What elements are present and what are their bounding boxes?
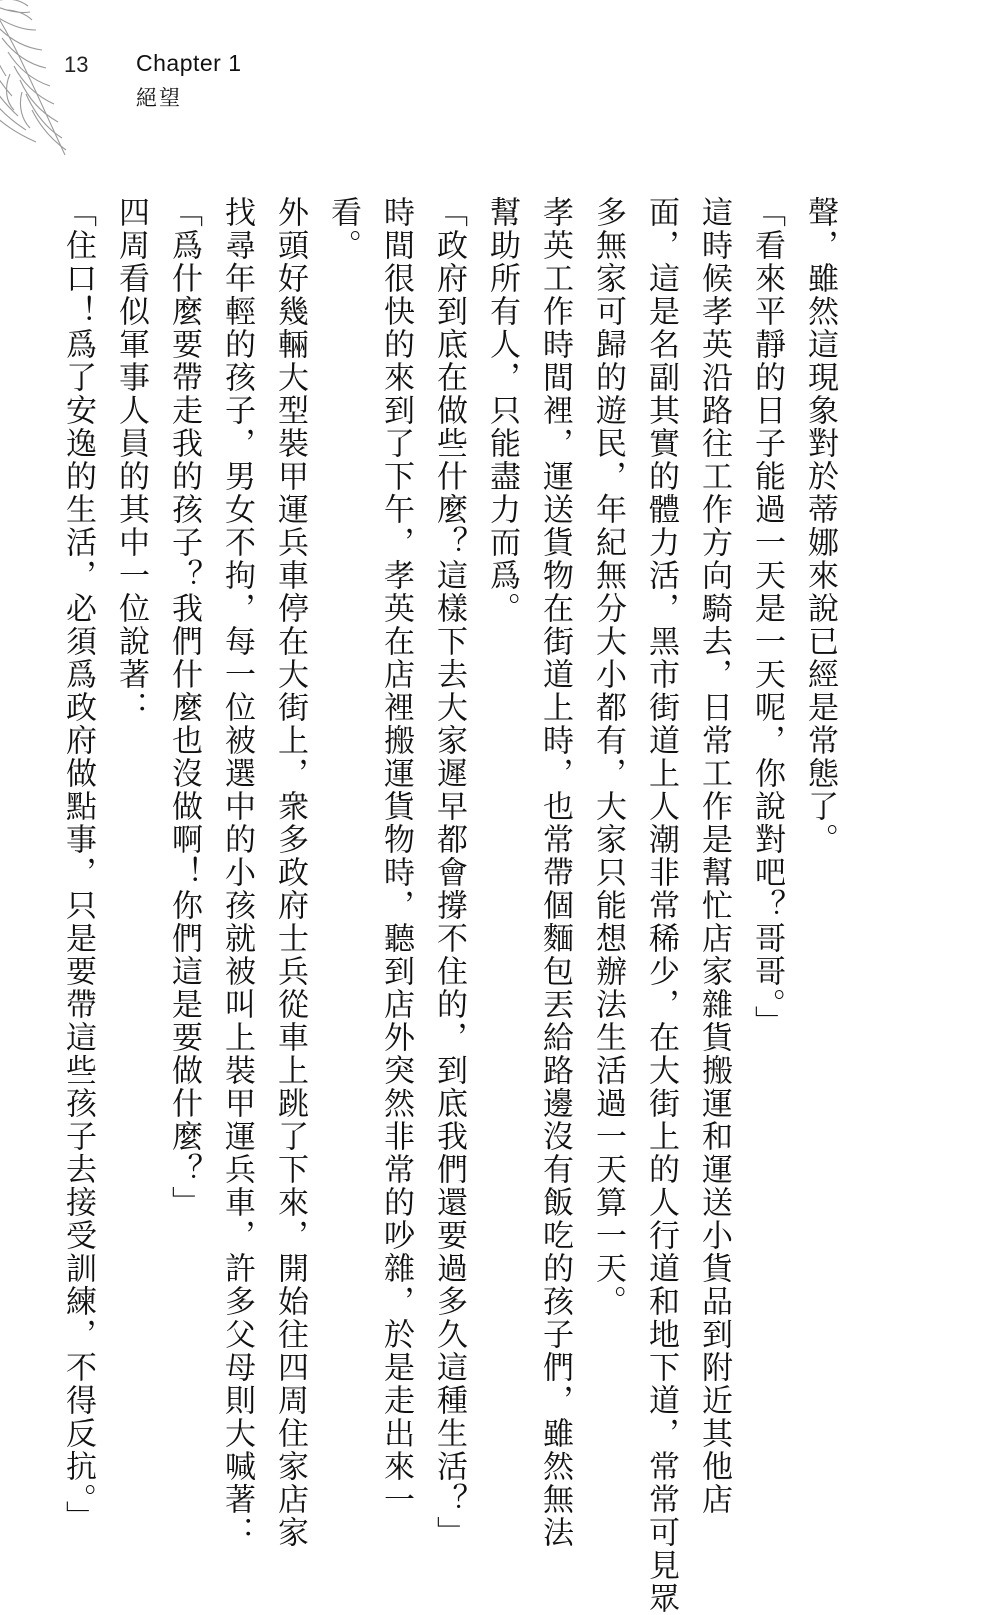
paragraph-line: 面，這是名副其實的體力活，黑市街道上人潮非常稀少，在大街上的人行道和地下道，常常可見眾 [643,196,679,1615]
paragraph-line: 聲，雖然這現象對於蒂娜來說已經是常態了。 [802,196,838,856]
chapter-subtitle: 絕望 [136,86,182,110]
paragraph-line: 這時候孝英沿路往工作方向騎去，日常工作是幫忙店家雜貨搬運和運送小貨品到附近其他店 [696,196,732,1516]
paragraph-line: 孝英工作時間裡，運送貨物在街道上時，也常帶個麵包丟給路邊沒有飯吃的孩子們，雖然無法 [537,196,573,1549]
paragraph-line: 「住口！爲了安逸的生活，必須爲政府做點事，只是要帶這些孩子去接受訓練，不得反抗。」 [60,196,96,1534]
page-number: 13 [64,52,89,77]
paragraph-line: 找尋年輕的孩子，男女不拘，每一位被選中的小孩就被叫上裝甲運兵車，許多父母則大喊著： [219,196,255,1549]
paragraph-line: 「爲什麼要帶走我的孩子？我們什麼也沒做啊！你們這是要做什麼？」 [166,196,202,1219]
paragraph-line: 「看來平靜的日子能過一天是一天呢，你說對吧？哥哥。」 [749,196,785,1039]
paragraph-line: 幫助所有人，只能盡力而爲。 [484,196,520,625]
body-text [51,196,846,1615]
paragraph-line: 「政府到底在做些什麼？這樣下去大家遲早都會撐不住的，到底我們還要過多久這種生活？」 [431,196,467,1549]
chapter-title: Chapter 1 [136,50,242,76]
paragraph-line: 四周看似軍事人員的其中一位說著： [113,196,149,724]
paragraph-line: 時間很快的來到了下午，孝英在店裡搬運貨物時，聽到店外突然非常的吵雜，於是走出來一 [378,196,414,1516]
paragraph-line: 看。 [325,196,361,262]
paragraph-line: 外頭好幾輛大型裝甲運兵車停在大街上，衆多政府士兵從車上跳了下來，開始往四周住家店家 [272,196,308,1549]
paragraph-line: 多無家可歸的遊民，年紀無分大小都有，大家只能想辦法生活過一天算一天。 [590,196,626,1318]
feather-ornament-icon [0,0,90,170]
